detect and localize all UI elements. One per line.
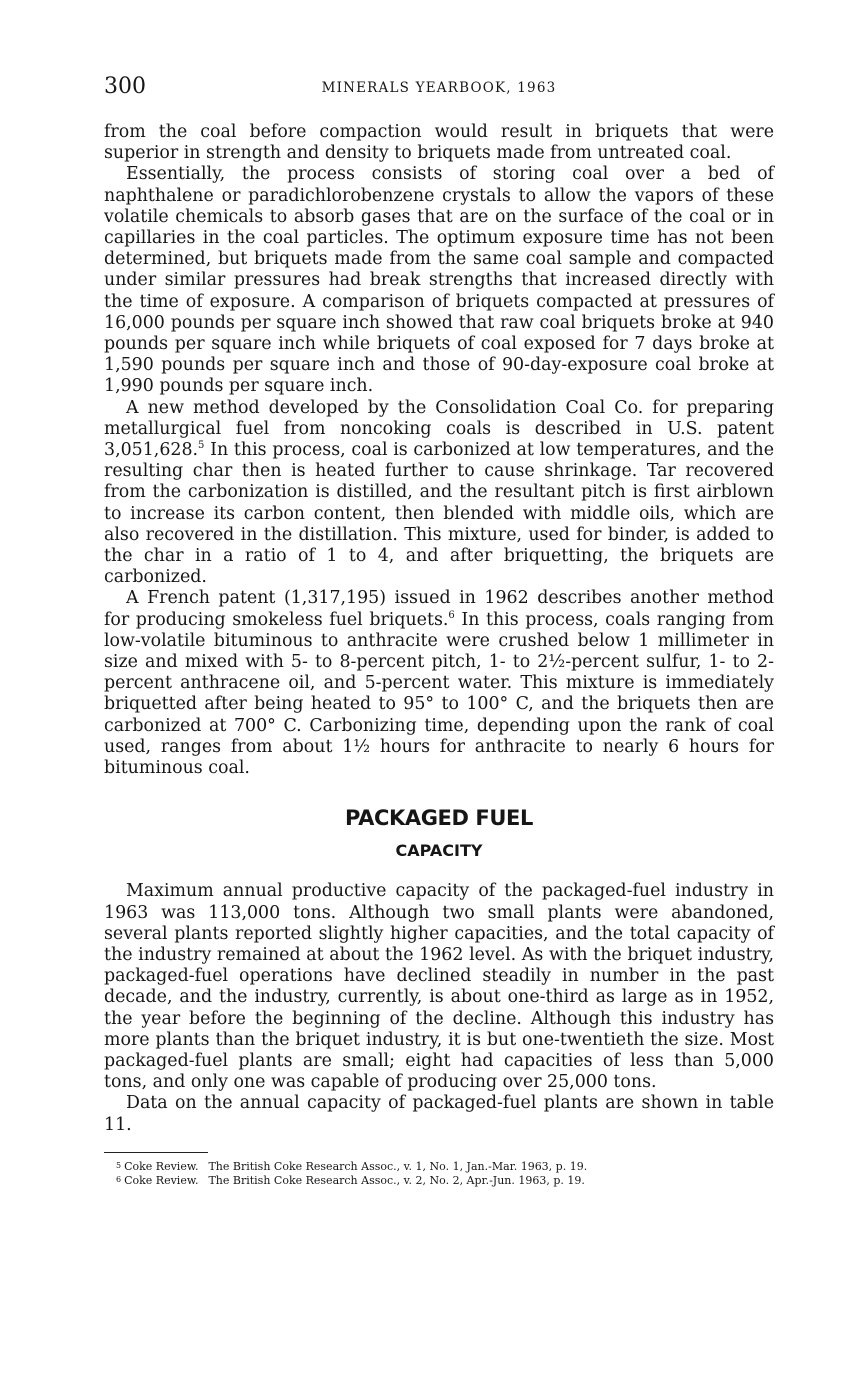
footnote-mark: 5	[116, 1160, 122, 1170]
subsection-heading: CAPACITY	[395, 841, 483, 861]
paragraph-text: In this process, coals ranging from low-volatile bituminous to anthracite were crushed below 1 millimeter in size and mixed with 5- to 8-percent pitch, 1- to 2½-percent sulfur, 1- to 2-percent anthracene oil, and 5-percent water. This mixture is immediately briquetted after being heated to 95° to 100° C, and the briquets then are carbonized at 700° C. Carbonizing time, depending upon the rank of coal used, ranges from about 1½ hours for anthracite to nearly 6 hours for bituminous coal.	[104, 609, 775, 779]
paragraph-table-reference: Data on the annual capacity of packaged-fuel plants are shown in table 11.	[104, 1093, 774, 1135]
page-header	[104, 74, 774, 104]
paragraph-consolidation-method	[104, 398, 774, 589]
footnote-mark: 6	[116, 1174, 122, 1184]
footnote-reference: 6	[448, 609, 455, 621]
paragraph-text: A French patent (1,317,195) issued in 1962 describes another method for producing smokeless fuel briquets.	[104, 588, 774, 630]
paragraph-capacity: Maximum annual productive capacity of the packaged-fuel industry in 1963 was 113,000 tons. Although two small plants were abandoned, several plants reported slightly higher capacities, and the total capacity of the industry remained at about the 1962 level. As with the briquet industry, packaged-fuel operations have declined steadily in number in the past decade, and the industry, currently, is about one-third as large as in 1952, the year before the beginning of the decline. Although this industry has more plants than the briquet industry, it is but one-twentieth the size. Most packaged-fuel plants are small; eight had capacities of less than 5,000 tons, and only one was capable of producing over 25,000 tons.	[104, 881, 774, 1093]
footnote-text: The British Coke Research Assoc., v. 2, No. 2, Apr.-Jun. 1963, p. 19.	[208, 1173, 585, 1187]
paragraph-continuation: from the coal before compaction would result in briquets that were superior in strength and density to briquets made from untreated coal.	[104, 122, 774, 164]
paragraph-french-patent	[104, 588, 774, 779]
paragraph-process-description: Essentially, the process consists of storing coal over a bed of naphthalene or paradichlorobenzene crystals to allow the vapors of these volatile chemicals to absorb gases that are on the surface of the coal or in capillaries in the coal particles. The optimum exposure time has not been determined, but briquets made from the same coal sample and compacted under similar pressures had break strengths that increased directly with the time of exposure. A comparison of briquets compacted at pressures of 16,000 pounds per square inch showed that raw coal briquets broke at 940 pounds per square inch while briquets of coal exposed for 7 days broke at 1,590 pounds per square inch and those of 90-day-exposure coal broke at 1,990 pounds per square inch.	[104, 164, 774, 397]
running-title: MINERALS YEARBOOK, 1963	[321, 80, 557, 96]
footnote-text: The British Coke Research Assoc., v. 1, No. 1, Jan.-Mar. 1963, p. 19.	[208, 1159, 588, 1173]
footnote-source: Coke Review.	[124, 1173, 199, 1187]
footnote-source: Coke Review.	[124, 1159, 199, 1173]
page-number: 300	[104, 74, 146, 99]
footnote-reference: 5	[198, 440, 205, 452]
section-heading: PACKAGED FUEL	[345, 806, 533, 831]
body-text	[104, 122, 774, 1187]
footnote	[104, 1173, 774, 1187]
footnote-rule	[104, 1152, 208, 1153]
paragraph-text: A new method developed by the Consolidation Coal Co. for preparing metallurgical fuel from noncoking coals is described in U.S. patent 3,051,628.	[104, 397, 774, 461]
footnote	[104, 1159, 774, 1173]
paragraph-text: In this process, coal is carbonized at low temperatures, and the resulting char then is heated further to cause shrinkage. Tar recovered from the carbonization is distilled, and the resultant pitch is first airblown to increase its carbon content, then blended with middle oils, which are also recovered in the distillation. This mixture, used for binder, is added to the char in a ratio of 1 to 4, and after briquetting, the briquets are carbonized.	[104, 440, 774, 588]
